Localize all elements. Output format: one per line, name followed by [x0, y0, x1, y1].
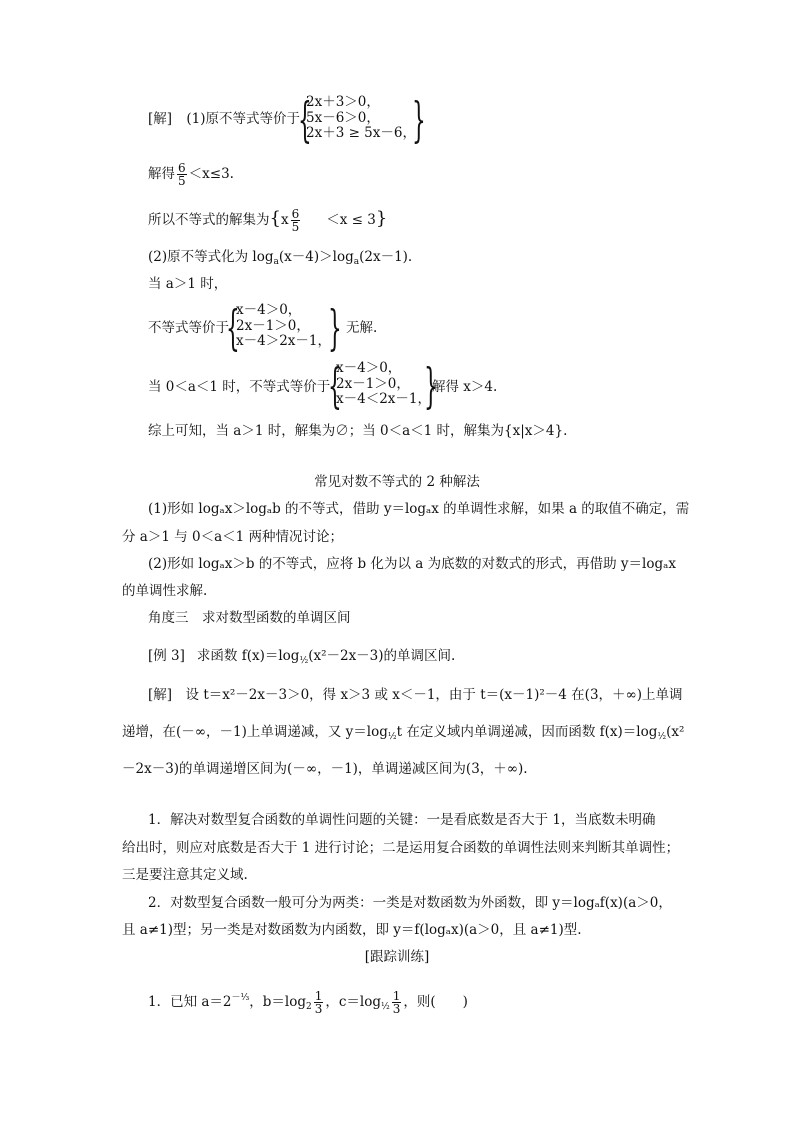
system-row: 2x＋3 ≥ 5x－6，	[306, 125, 416, 141]
example-solution-line-1: [解] 设 t＝x²－2x－3＞0，得 x＞3 或 x＜－1，由于 t＝(x－1)²－4 在(3，＋∞)上单调	[148, 687, 683, 703]
note-2-line-2: 且 a≠1)型；另一类是对数函数为内函数，即 y＝f(logₐx)(a＞0，且 a≠1)型.	[122, 922, 582, 938]
method-title: 常见对数不等式的 2 种解法	[314, 474, 480, 490]
fraction: $\frac{6}{5}$	[291, 207, 300, 234]
inequality-system-3	[336, 362, 431, 407]
section-title: 角度三 求对数型函数的单调区间	[148, 610, 351, 626]
system-row: 5x－6＞0，	[306, 109, 380, 126]
part2-line: (2)原不等式化为 $\log_a(x-4)>\log_a(2x-1)$.	[148, 249, 413, 267]
note-2-line-1: 2．对数型复合函数一般可分为两类：一类是对数函数为外函数，即 y＝logₐf(x)(a＞0，	[148, 895, 672, 911]
system-row: 2x＋3＞0，	[306, 94, 380, 110]
practice-title: [跟踪训练]	[364, 949, 430, 965]
inequality-system-1	[306, 96, 416, 141]
method-1-line-1: (1)形如 logₐx＞logₐb 的不等式，借助 y＝logₐx 的单调性求解，如果 a 的取值不确定，需	[148, 501, 690, 517]
practice-question-1: 1．已知 $a=2^{-\frac{1}{3}}$，$b=\log_2$ $\frac{1}{3}$ ，$c=\log_{\frac{1}{2}}$ $\frac{1}{3}$ ，则( )	[148, 989, 468, 1016]
case2-suffix: 解得 x＞4.	[432, 379, 498, 395]
system-row: 2x－1＞0，	[236, 317, 310, 334]
right-brace: }	[328, 300, 342, 356]
left-brace: {	[298, 92, 312, 148]
right-brace: }	[424, 358, 438, 414]
example-3: [例 3] 求函数 $f(x)=\log_{\frac{1}{2}}(x^2-2x-3)$的单调区间.	[148, 648, 456, 666]
summary-line: 综上可知，当 a＞1 时，解集为∅；当 0＜a＜1 时，解集为{x|x＞4}.	[148, 423, 568, 439]
example-solution-line-2: 递增，在(－∞，－1)上单调递减，又 $y=\log_{\frac{1}{2}}t$ 在定义域内单调递减，因而函数 $f(x)=\log_{\frac{1}{2}}(x^2$	[122, 724, 685, 742]
system-row: x－4＞2x－1，	[236, 333, 331, 349]
inequality-system-2	[236, 304, 331, 349]
method-1-line-2: 分 a＞1 与 0＜a＜1 两种情况讨论；	[122, 529, 344, 545]
result-line: 解得 $\frac{6}{5}$ ＜x≤3.	[148, 161, 234, 188]
method-2-line-2: 的单调性求解.	[122, 583, 208, 599]
system-row: x－4＞0，	[236, 302, 302, 318]
note-1-line-1: 1．解决对数型复合函数的单调性问题的关键：一是看底数是否大于 1，当底数未明确	[148, 812, 656, 828]
fraction: $\frac{1}{3}$	[392, 989, 401, 1016]
case2-prefix: 当 0＜a＜1 时，不等式等价于	[148, 379, 331, 395]
left-brace: {	[328, 358, 342, 414]
system-row: x－4＜2x－1，	[336, 391, 431, 407]
system-row: 2x－1＞0，	[336, 375, 410, 392]
case1-suffix: 无解.	[346, 320, 378, 336]
example-solution-line-3: －2x－3)的单调递增区间为(－∞，－1)，单调递减区间为(3，＋∞).	[122, 761, 528, 777]
solution-part1-prefix: (1)原不等式等价于	[186, 111, 300, 127]
left-brace: {	[226, 300, 240, 356]
right-brace: }	[412, 92, 426, 148]
method-2-line-1: (2)形如 logₐx＞b 的不等式，应将 b 化为以 a 为底数的对数式的形式，再借助 y＝logₐx	[148, 556, 676, 572]
case1-line: 当 a＞1 时，	[148, 276, 228, 292]
solution-set-line: 所以不等式的解集为{x $\frac{6}{5}$ ＜x ≤ 3}	[148, 207, 388, 234]
solution-label: [解] (1)原不等式等价于	[148, 111, 300, 127]
note-1-line-3: 三是要注意其定义域.	[122, 867, 248, 883]
fraction: $\frac{1}{3}$	[314, 989, 323, 1016]
note-1-line-2: 给出时，则应对底数是否大于 1 进行讨论；二是运用复合函数的单调性法则来判断其单调性；	[122, 840, 680, 856]
case1-prefix: 不等式等价于	[148, 320, 229, 336]
system-row: x－4＞0，	[336, 360, 402, 376]
fraction: $\frac{6}{5}$	[178, 161, 186, 188]
